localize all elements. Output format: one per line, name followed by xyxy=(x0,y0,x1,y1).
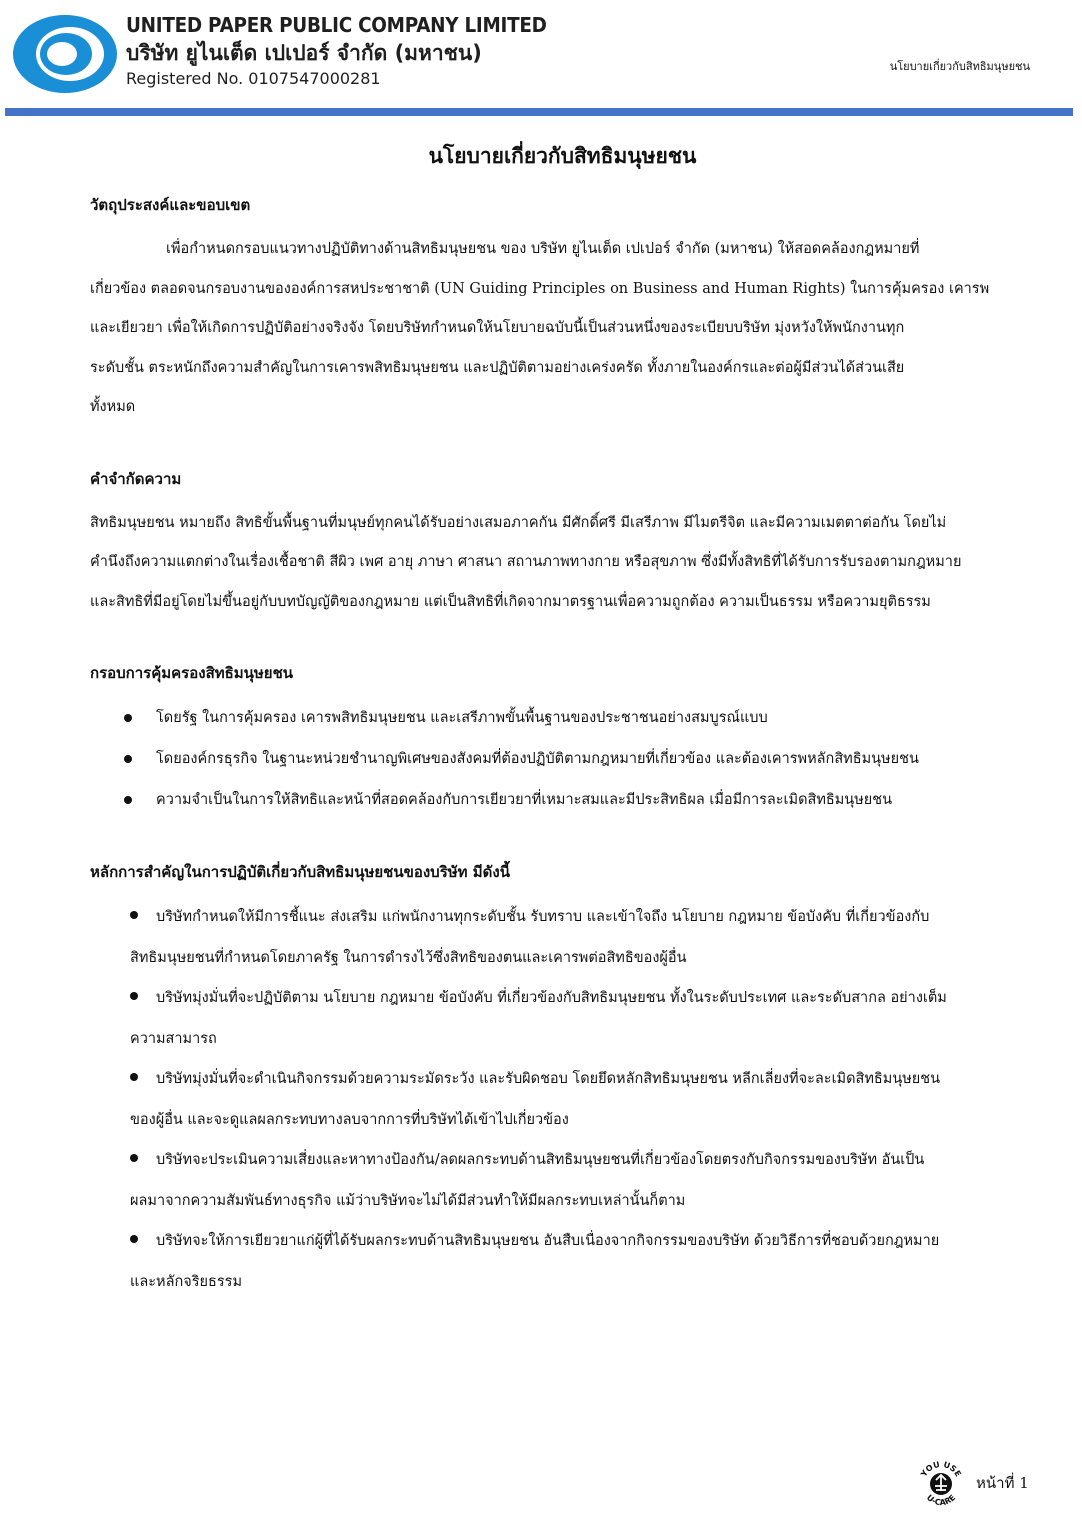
document-header xyxy=(0,0,1082,120)
bullet-icon xyxy=(124,755,132,763)
stamp-text-bottom: U-CARE xyxy=(924,1492,958,1508)
stamp-text-top: YOU USE xyxy=(919,1459,963,1479)
section-framework xyxy=(90,660,1035,821)
bullet-icon xyxy=(124,714,132,722)
principles-list xyxy=(90,897,1035,1302)
registration-number: Registered No. 0107547000281 xyxy=(126,69,381,88)
section-principles xyxy=(90,859,1035,1302)
list-item-text: โดยรัฐ ในการคุ้มครอง เคารพสิทธิมนุษยชน และเสรีภาพขั้นพื้นฐานของประชาชนอย่างสมบูรณ์แบบ xyxy=(156,710,768,726)
paragraph-line: เกี่ยวข้อง ตลอดจนกรอบงานขององค์การสหประชาชาติ (UN Guiding Principles on Business and Human Rights) ในการคุ้มครอง เคารพ xyxy=(90,280,990,297)
section-objective xyxy=(90,192,1035,428)
list-item-text: บริษัทจะให้การเยียวยาแก่ผู้ที่ได้รับผลกระทบด้านสิทธิมนุษยชน อันสืบเนื่องจากกิจกรรมของบริษัท ด้วยวิธีการที่ชอบด้วยกฎหมาย xyxy=(156,1233,940,1249)
page-number: หน้าที่ 1 xyxy=(976,1474,1029,1492)
list-item-text: บริษัทมุ่งมั่นที่จะดำเนินกิจกรรมด้วยความระมัดระวัง และรับผิดชอบ โดยยึดหลักสิทธิมนุษยชน หลีกเลี่ยงที่จะละเมิดสิทธิมนุษยชน xyxy=(156,1071,941,1087)
paragraph-line: และสิทธิที่มีอยู่โดยไม่ขึ้นอยู่กับบทบัญญัติของกฎหมาย แต่เป็นสิทธิที่เกิดจากมาตรฐานเพื่อความถูกต้อง ความเป็นธรรม หรือความยุติธรรม xyxy=(90,593,931,610)
list-item xyxy=(130,897,1035,978)
bullet-icon xyxy=(130,1235,138,1243)
header-doc-label: นโยบายเกี่ยวกับสิทธิมนุษยชน xyxy=(889,60,1030,73)
objective-paragraph xyxy=(90,230,1035,428)
svg-text:U-CARE xyxy=(925,1493,957,1507)
paragraph-line: ระดับชั้น ตระหนักถึงความสำคัญในการเคารพสิทธิมนุษยชน และปฏิบัติตามอย่างเคร่งครัด ทั้งภายในองค์กรและต่อผู้มีส่วนได้ส่วนเสีย xyxy=(90,359,905,376)
list-item-text: และหลักจริยธรรม xyxy=(130,1273,243,1290)
list-item-text: ความจำเป็นในการให้สิทธิและหน้าที่สอดคล้องกับการเยียวยาที่เหมาะสมและมีประสิทธิผล เมื่อมีการละเมิดสิทธิมนุษยชน xyxy=(156,792,893,808)
list-item-text: บริษัทมุ่งมั่นที่จะปฏิบัติตาม นโยบาย กฎหมาย ข้อบังคับ ที่เกี่ยวข้องกับสิทธิมนุษยชน ทั้งในระดับประเทศ และระดับสากล อย่างเต็ม xyxy=(156,990,947,1006)
list-item xyxy=(124,698,1035,739)
company-name-th: บริษัท ยูไนเต็ด เปเปอร์ จำกัด (มหาชน) xyxy=(126,41,482,65)
list-item xyxy=(130,1221,1035,1302)
framework-list xyxy=(90,698,1035,821)
bullet-icon xyxy=(130,1073,138,1081)
list-item xyxy=(124,739,1035,780)
paragraph-line: สิทธิมนุษยชน หมายถึง สิทธิขั้นพื้นฐานที่มนุษย์ทุกคนได้รับอย่างเสมอภาคกัน มีศักดิ์ศรี มีเสรีภาพ มีไมตรีจิต และมีความเมตตาต่อกัน โดยไม่ xyxy=(90,514,947,531)
section-heading: กรอบการคุ้มครองสิทธิมนุษยชน xyxy=(90,664,294,682)
section-definition xyxy=(90,466,1035,623)
list-item-text: ผลมาจากความสัมพันธ์ทางธุรกิจ แม้ว่าบริษัทจะไม่ได้มีส่วนทำให้มีผลกระทบเหล่านั้นก็ตาม xyxy=(130,1192,686,1209)
company-logo-icon xyxy=(12,14,118,94)
bullet-icon xyxy=(130,911,138,919)
bullet-icon xyxy=(124,796,132,804)
list-item xyxy=(124,780,1035,821)
company-name-en: UNITED PAPER PUBLIC COMPANY LIMITED xyxy=(126,13,547,37)
paragraph-line: ทั้งหมด xyxy=(90,399,136,415)
page-footer xyxy=(916,1458,1036,1508)
paragraph-line: และเยียวยา เพื่อให้เกิดการปฏิบัติอย่างจริงจัง โดยบริษัทกำหนดให้นโยบายฉบับนี้เป็นส่วนหนึ่งของระเบียบบริษัท มุ่งหวังให้พนักงานทุก xyxy=(90,320,905,336)
recycle-stamp-icon xyxy=(916,1458,966,1508)
list-item-text: สิทธิมนุษยชนที่กำหนดโดยภาครัฐ ในการดำรงไว้ซึ่งสิทธิของตนและเคารพต่อสิทธิของผู้อื่น xyxy=(130,949,687,966)
header-rule xyxy=(5,108,1073,116)
list-item xyxy=(130,1059,1035,1140)
bullet-icon xyxy=(130,992,138,1000)
document-body xyxy=(90,138,1035,1340)
list-item-text: ความสามารถ xyxy=(130,1030,217,1047)
list-item-text: ของผู้อื่น และจะดูแลผลกระทบทางลบจากการที่บริษัทได้เข้าไปเกี่ยวข้อง xyxy=(130,1111,569,1128)
paragraph-line: เพื่อกำหนดกรอบแนวทางปฏิบัติทางด้านสิทธิมนุษยชน ของ บริษัท ยูไนเต็ด เปเปอร์ จำกัด (มหาชน) ให้สอดคล้องกฎหมายที่ xyxy=(166,241,920,257)
list-item-text: บริษัทจะประเมินความเสี่ยงและหาทางป้องกัน/ลดผลกระทบด้านสิทธิมนุษยชนที่เกี่ยวข้องโดยตรงกับกิจกรรมของบริษัท อันเป็น xyxy=(156,1152,925,1168)
list-item-text: โดยองค์กรธุรกิจ ในฐานะหน่วยชำนาญพิเศษของสังคมที่ต้องปฏิบัติตามกฎหมายที่เกี่ยวข้อง และต้องเคารพหลักสิทธิมนุษยชน xyxy=(156,751,919,767)
section-heading: หลักการสำคัญในการปฏิบัติเกี่ยวกับสิทธิมนุษยชนของบริษัท มีดังนี้ xyxy=(90,863,510,881)
section-heading: คำจำกัดความ xyxy=(90,469,182,488)
definition-paragraph xyxy=(90,504,1035,623)
company-block xyxy=(126,12,583,90)
list-item-text: บริษัทกำหนดให้มีการชี้แนะ ส่งเสริม แก่พนักงานทุกระดับชั้น รับทราบ และเข้าใจถึง นโยบาย กฎหมาย ข้อบังคับ ที่เกี่ยวข้องกับ xyxy=(156,909,930,925)
paragraph-line: คำนึงถึงความแตกต่างในเรื่องเชื้อชาติ สีผิว เพศ อายุ ภาษา ศาสนา สถานภาพทางกาย หรือสุขภาพ ซึ่งมีทั้งสิทธิที่ได้รับการรับรองตามกฎหมาย xyxy=(90,554,962,570)
list-item xyxy=(130,1140,1035,1221)
list-item xyxy=(130,978,1035,1059)
page-title: นโยบายเกี่ยวกับสิทธิมนุษยชน xyxy=(428,143,697,168)
section-heading: วัตถุประสงค์และขอบเขต xyxy=(90,196,251,214)
bullet-icon xyxy=(130,1154,138,1162)
